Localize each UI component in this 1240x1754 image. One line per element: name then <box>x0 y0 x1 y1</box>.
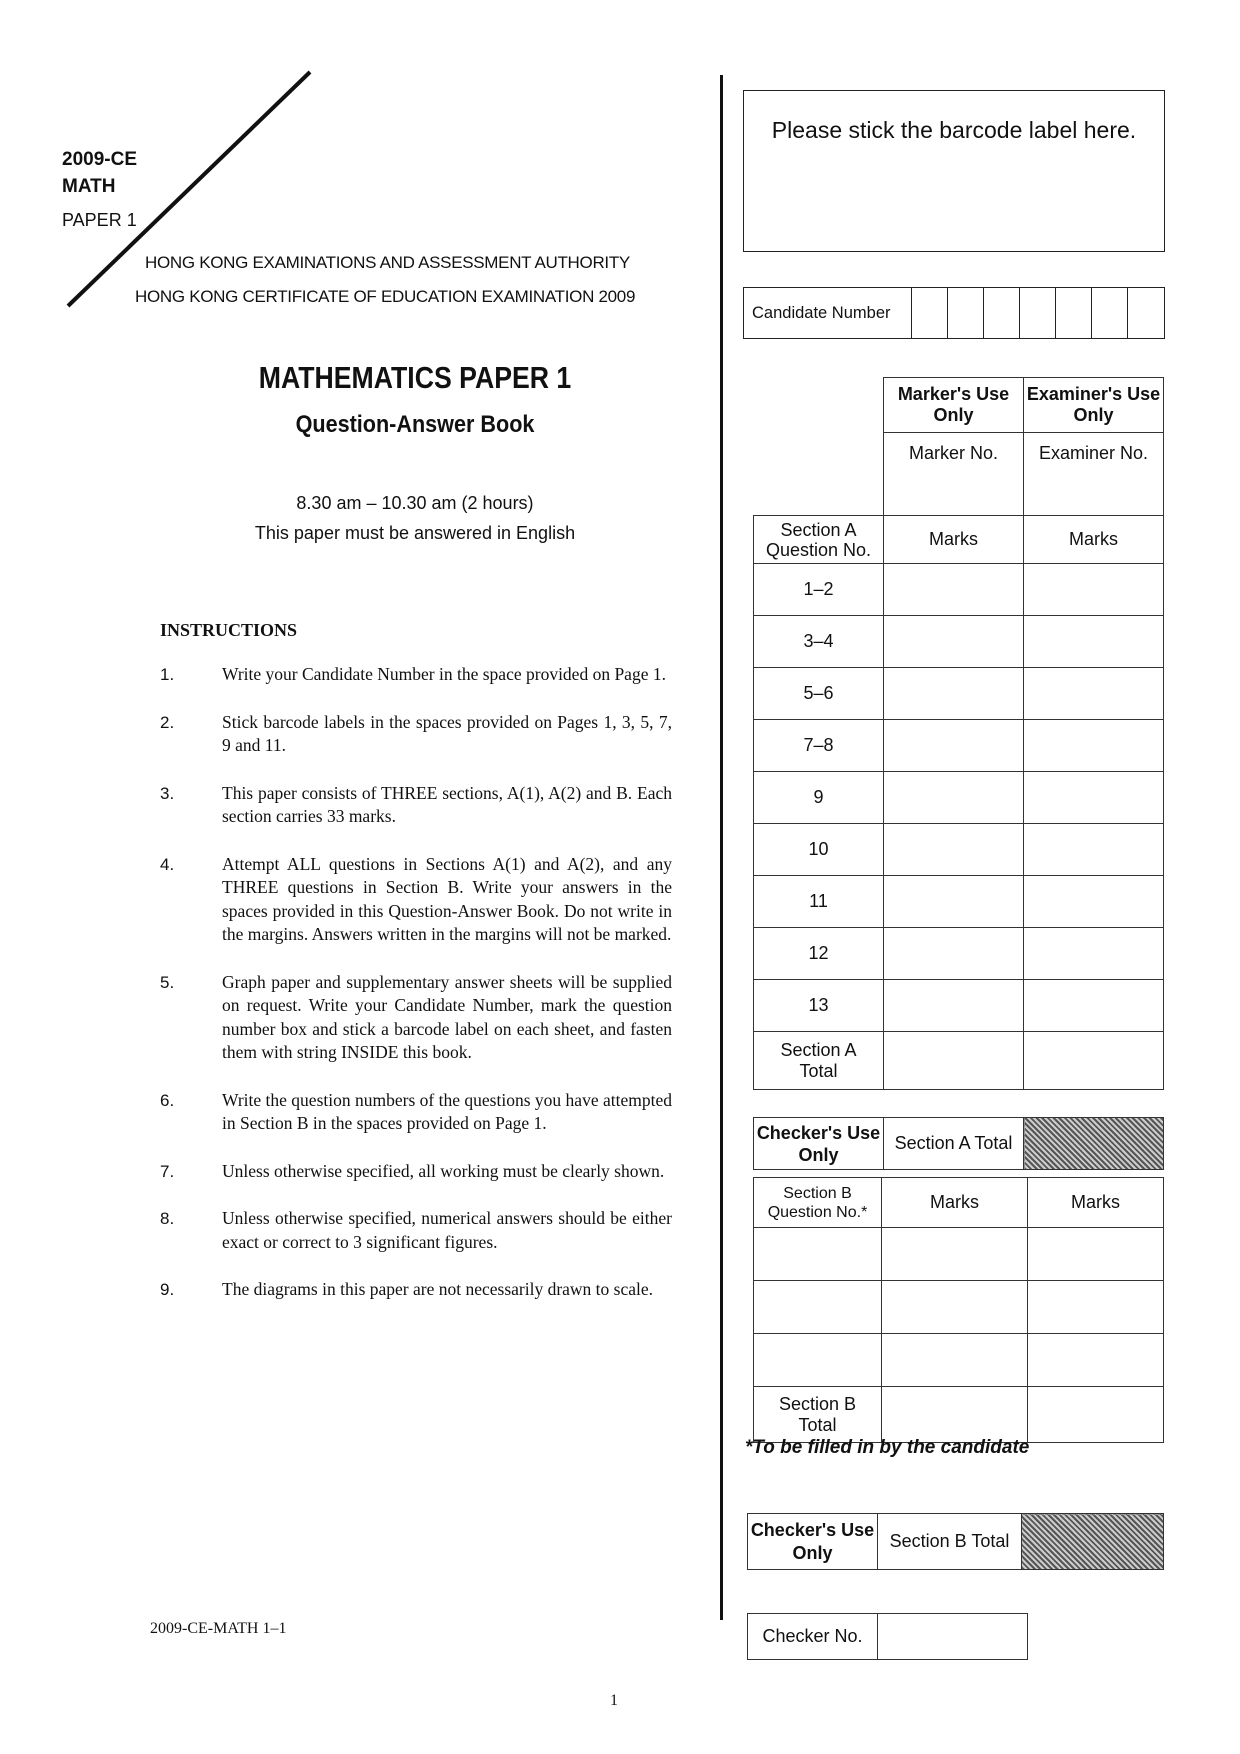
checker-b-table <box>747 1513 1164 1570</box>
marks-header: Marks <box>884 516 1024 564</box>
question-row-label: 7–8 <box>754 720 884 772</box>
question-row-label: 3–4 <box>754 616 884 668</box>
language-note: This paper must be answered in English <box>254 523 576 543</box>
instructions-heading: INSTRUCTIONS <box>160 620 298 640</box>
candidate-digit-box[interactable] <box>1056 288 1092 338</box>
section-a-question-header: Section A Question No. <box>754 516 884 564</box>
marks-cell[interactable] <box>1024 1032 1164 1090</box>
instruction-item: 7. Unless otherwise specified, all working must be clearly shown. <box>160 1160 665 1181</box>
marks-cell[interactable] <box>884 1032 1024 1090</box>
question-row-label: 1–2 <box>754 564 884 616</box>
section-a-marks-table <box>753 377 1164 1090</box>
page-title: MATHEMATICS PAPER 1 <box>258 360 572 395</box>
checker-a-table <box>753 1117 1164 1170</box>
paper-number: PAPER 1 <box>62 210 137 230</box>
instruction-item: 4. Attempt ALL questions in Sections A(1) and A(2), and any THREE questions in Section B. Write your answers in the spaces provided in this Question-Answer Book. Do not write in the margins. Answers written in the margins will not be marked. <box>160 853 672 944</box>
marks-cell[interactable] <box>1024 616 1164 668</box>
examiner-no-label: Examiner No. <box>1024 433 1164 516</box>
checker-use-label: Checker's Use Only <box>748 1514 878 1570</box>
instruction-item: 6. Write the question numbers of the questions you have attempted in Section B in the spaces provided on Page 1. <box>160 1089 672 1133</box>
marks-cell[interactable] <box>1024 668 1164 720</box>
paper-code: 2009-CE MATH <box>62 149 137 197</box>
candidate-digit-box[interactable] <box>948 288 984 338</box>
candidate-digit-box[interactable] <box>1020 288 1056 338</box>
examiner-use-header: Examiner's Use Only <box>1024 378 1164 433</box>
shaded-cell <box>1024 1118 1164 1170</box>
question-number-cell[interactable] <box>754 1228 882 1281</box>
marks-cell[interactable] <box>1024 772 1164 824</box>
marker-no-label: Marker No. <box>884 433 1024 516</box>
question-row-label: 13 <box>754 980 884 1032</box>
candidate-digit-box[interactable] <box>1092 288 1128 338</box>
checker-no-label: Checker No. <box>748 1614 878 1660</box>
candidate-digit-box[interactable] <box>1128 288 1164 338</box>
barcode-box: Please stick the barcode label here. <box>743 90 1165 252</box>
section-a-total-label: Section A Total <box>754 1032 884 1090</box>
marker-use-header: Marker's Use Only <box>884 378 1024 433</box>
marks-header: Marks <box>1024 516 1164 564</box>
section-b-total-label: Section B Total <box>754 1387 882 1443</box>
marks-cell[interactable] <box>884 876 1024 928</box>
instruction-item: 3. This paper consists of THREE sections, A(1), A(2) and B. Each section carries 33 marks. <box>160 782 672 826</box>
candidate-digit-box[interactable] <box>984 288 1020 338</box>
marks-cell[interactable] <box>1024 876 1164 928</box>
question-row-label: 9 <box>754 772 884 824</box>
marks-cell[interactable] <box>1028 1281 1164 1334</box>
marks-cell[interactable] <box>884 824 1024 876</box>
marks-cell[interactable] <box>882 1228 1028 1281</box>
question-row-label: 10 <box>754 824 884 876</box>
marks-header: Marks <box>882 1178 1028 1228</box>
marks-cell[interactable] <box>884 564 1024 616</box>
marks-cell[interactable] <box>882 1281 1028 1334</box>
page-subtitle: Question-Answer Book <box>295 411 535 438</box>
marks-cell[interactable] <box>1024 928 1164 980</box>
instruction-item: 1. Write your Candidate Number in the space provided on Page 1. <box>160 664 666 684</box>
certificate-name: HONG KONG CERTIFICATE OF EDUCATION EXAMINATION 2009 <box>135 287 636 306</box>
marks-header: Marks <box>1028 1178 1164 1228</box>
section-b-total-label: Section B Total <box>878 1514 1022 1570</box>
shaded-cell <box>1022 1514 1164 1570</box>
checker-no-table <box>747 1613 1028 1660</box>
instruction-item: 8. Unless otherwise specified, numerical answers should be either exact or correct to 3 significant figures. <box>160 1208 672 1252</box>
section-a-total-label: Section A Total <box>884 1118 1024 1170</box>
checker-use-label: Checker's Use Only <box>754 1118 884 1170</box>
instruction-item: 2. Stick barcode labels in the spaces provided on Pages 1, 3, 5, 7, 9 and 11. <box>160 711 672 755</box>
marks-cell[interactable] <box>882 1334 1028 1387</box>
section-b-marks-table <box>753 1177 1164 1443</box>
instructions-list <box>160 663 680 1326</box>
question-row-label: 12 <box>754 928 884 980</box>
checker-no-cell[interactable] <box>878 1614 1028 1660</box>
marks-cell[interactable] <box>1024 980 1164 1032</box>
marks-cell[interactable] <box>1028 1387 1164 1443</box>
column-divider <box>720 75 723 1620</box>
instruction-item: 5. Graph paper and supplementary answer sheets will be supplied on request. Write your Candidate Number, mark the question number box and stick a barcode label on each sheet, and fasten them with string INSIDE this book. <box>160 971 672 1062</box>
marks-cell[interactable] <box>884 668 1024 720</box>
exam-time: 8.30 am – 10.30 am (2 hours) <box>296 493 534 513</box>
marks-cell[interactable] <box>1024 720 1164 772</box>
marks-cell[interactable] <box>884 616 1024 668</box>
question-number-cell[interactable] <box>754 1334 882 1387</box>
marks-cell[interactable] <box>1028 1228 1164 1281</box>
authority-name: HONG KONG EXAMINATIONS AND ASSESSMENT AUTHORITY <box>145 253 630 272</box>
marks-cell[interactable] <box>884 980 1024 1032</box>
question-row-label: 11 <box>754 876 884 928</box>
candidate-digit-box[interactable] <box>912 288 948 338</box>
question-number-cell[interactable] <box>754 1281 882 1334</box>
marks-cell[interactable] <box>1024 824 1164 876</box>
marks-cell[interactable] <box>884 928 1024 980</box>
marks-cell[interactable] <box>1024 564 1164 616</box>
marks-cell[interactable] <box>884 720 1024 772</box>
candidate-number-label: Candidate Number <box>744 288 912 338</box>
candidate-note: *To be filled in by the candidate <box>745 1437 1030 1458</box>
page-number: 1 <box>610 1692 618 1709</box>
marks-cell[interactable] <box>884 772 1024 824</box>
footer-code: 2009-CE-MATH 1–1 <box>150 1620 287 1637</box>
marks-cell[interactable] <box>1028 1334 1164 1387</box>
question-row-label: 5–6 <box>754 668 884 720</box>
instruction-item: 9. The diagrams in this paper are not necessarily drawn to scale. <box>160 1279 654 1299</box>
marks-cell[interactable] <box>882 1387 1028 1443</box>
section-b-question-header: Section B Question No.* <box>754 1178 882 1228</box>
candidate-number-box <box>743 287 1165 339</box>
